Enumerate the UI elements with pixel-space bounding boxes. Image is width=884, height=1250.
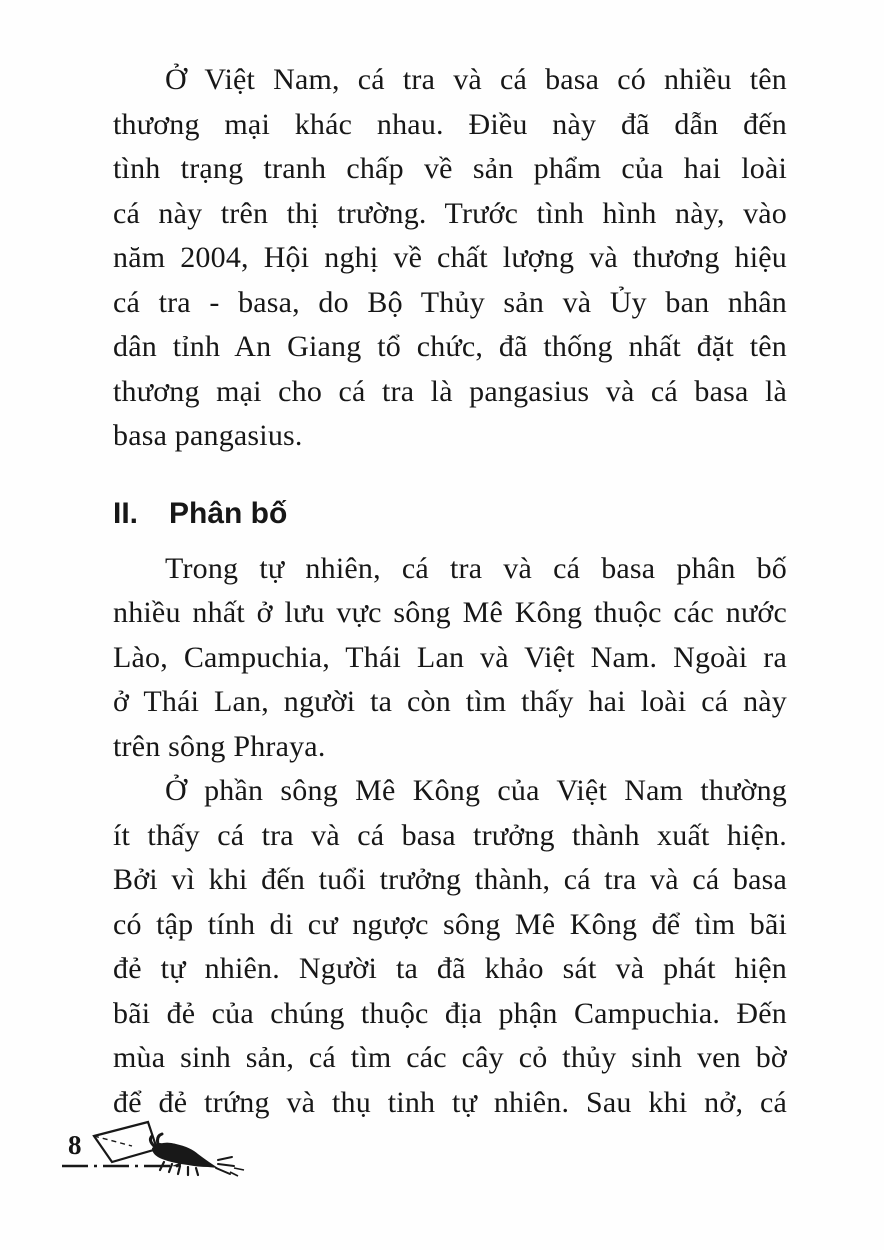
section-numeral: II. (113, 496, 139, 530)
page-footer (60, 1116, 300, 1186)
text-line: ở Thái Lan, người ta còn tìm thấy hai loài cá này (113, 685, 787, 718)
text-line: để đẻ trứng và thụ tinh tự nhiên. Sau khi nở, cá (113, 1085, 787, 1119)
text-line: mùa sinh sản, cá tìm các cây cỏ thủy sinh ven bờ (113, 1041, 787, 1074)
text-line: thương mại khác nhau. Điều này đã dẫn đến (113, 107, 787, 141)
text-line: Bởi vì khi đến tuổi trưởng thành, cá tra và cá basa (113, 863, 787, 896)
paragraph-distribution (113, 547, 787, 770)
section-title: Phân bố (169, 496, 288, 530)
text-line: thương mại cho cá tra là pangasius và cá basa là (113, 374, 787, 408)
text-line: Ở phần sông Mê Kông của Việt Nam thường (165, 774, 787, 807)
text-line: dân tỉnh An Giang tổ chức, đã thống nhất đặt tên (113, 330, 787, 363)
text-line: Lào, Campuchia, Thái Lan và Việt Nam. Ngoài ra (113, 640, 787, 674)
text-line: bãi đẻ của chúng thuộc địa phận Campuchia. Đến (113, 996, 787, 1030)
page-number: 8 (68, 1130, 82, 1160)
text-line: cá tra - basa, do Bộ Thủy sản và Ủy ban nhân (113, 285, 787, 319)
crayfish-ornament-icon (60, 1116, 270, 1186)
text-line: basa pangasius. (113, 419, 303, 452)
paragraph-intro-trade-names (113, 58, 787, 459)
text-line: Trong tự nhiên, cá tra và cá basa phân bố (165, 551, 787, 585)
section-heading-phan-bo (113, 497, 787, 531)
text-line: có tập tính di cư ngược sông Mê Kông để tìm bãi (113, 907, 787, 941)
text-line: năm 2004, Hội nghị về chất lượng và thương hiệu (113, 241, 787, 274)
text-block (113, 58, 787, 1125)
text-line: trên sông Phraya. (113, 729, 326, 763)
text-line: tình trạng tranh chấp về sản phẩm của hai loài (113, 152, 787, 185)
paragraph-mekong-spawning (113, 769, 787, 1125)
text-line: cá này trên thị trường. Trước tình hình này, vào (113, 196, 787, 230)
text-line: đẻ tự nhiên. Người ta đã khảo sát và phát hiện (113, 952, 787, 985)
text-line: Ở Việt Nam, cá tra và cá basa có nhiều tên (165, 63, 787, 96)
text-line: ít thấy cá tra và cá basa trưởng thành xuất hiện. (113, 818, 787, 852)
text-line: nhiều nhất ở lưu vực sông Mê Kông thuộc các nước (113, 596, 787, 629)
